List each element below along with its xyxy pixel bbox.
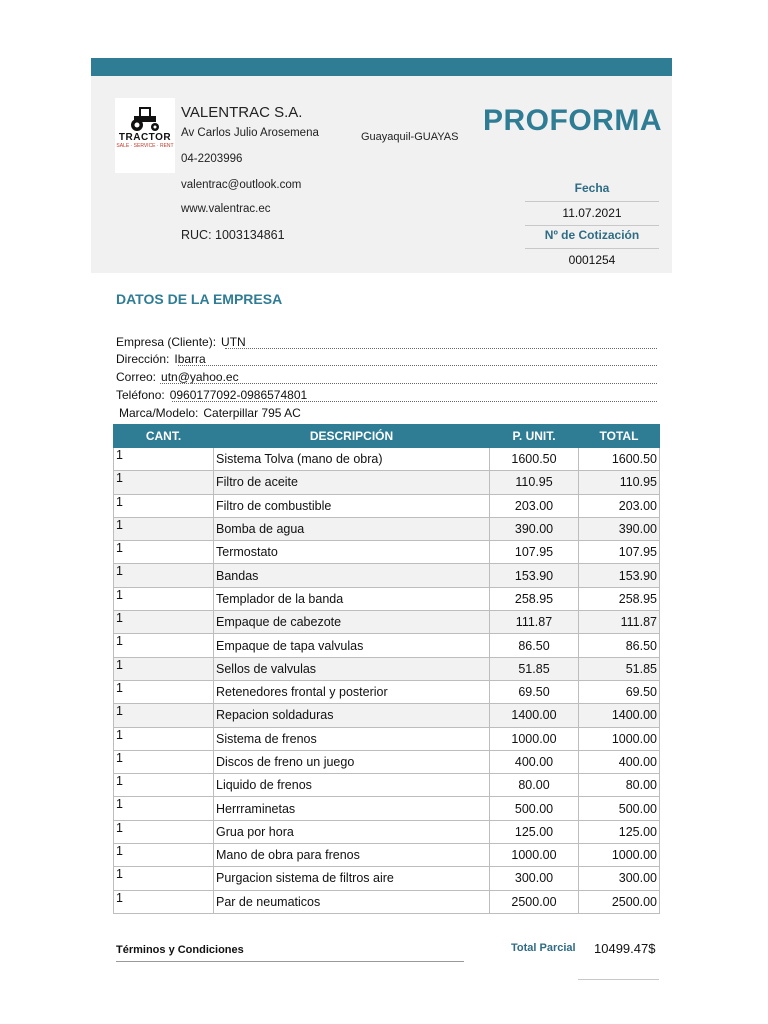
- table-row: [114, 774, 660, 797]
- divider: [578, 979, 659, 980]
- cell-unit-price: 125.00: [490, 820, 579, 843]
- table-header-row: [114, 425, 660, 448]
- client-email-label: Correo:: [116, 370, 157, 384]
- cell-unit-price: 400.00: [490, 750, 579, 773]
- table-row: [114, 587, 660, 610]
- cell-total: 500.00: [579, 797, 660, 820]
- client-address-label: Dirección:: [116, 352, 170, 366]
- cell-unit-price: 80.00: [490, 774, 579, 797]
- company-address: Av Carlos Julio Arosemena: [181, 127, 319, 139]
- subtotal-value: 10499.47$: [594, 941, 656, 956]
- cell-description: Par de neumaticos: [214, 890, 490, 913]
- cell-total: 110.95: [579, 471, 660, 494]
- client-email-value: utn@yahoo.ec: [161, 370, 239, 384]
- cell-description: Herrraminetas: [214, 797, 490, 820]
- cell-description: Filtro de aceite: [214, 471, 490, 494]
- cell-total: 1600.50: [579, 448, 660, 471]
- table-row: [114, 471, 660, 494]
- cell-total: 258.95: [579, 587, 660, 610]
- header-quantity: CANT.: [114, 425, 214, 448]
- cell-unit-price: 51.85: [490, 657, 579, 680]
- tractor-icon: [128, 106, 162, 132]
- cell-unit-price: 2500.00: [490, 890, 579, 913]
- company-ruc: RUC: 1003134861: [181, 228, 285, 242]
- cell-qty: 1: [114, 448, 214, 471]
- cell-total: 111.87: [579, 611, 660, 634]
- cell-qty: 1: [114, 587, 214, 610]
- company-name: VALENTRAC S.A.: [181, 104, 303, 121]
- cell-qty: 1: [114, 494, 214, 517]
- cell-unit-price: 86.50: [490, 634, 579, 657]
- dotted-rule: [160, 383, 657, 384]
- cell-qty: 1: [114, 564, 214, 587]
- table-row: [114, 657, 660, 680]
- cell-description: Sellos de valvulas: [214, 657, 490, 680]
- cell-total: 300.00: [579, 867, 660, 890]
- cell-total: 107.95: [579, 541, 660, 564]
- cell-total: 80.00: [579, 774, 660, 797]
- cell-description: Templador de la banda: [214, 587, 490, 610]
- client-company-line: [116, 335, 246, 349]
- cell-total: 1400.00: [579, 704, 660, 727]
- cell-description: Empaque de tapa valvulas: [214, 634, 490, 657]
- table-row: [114, 448, 660, 471]
- cell-total: 86.50: [579, 634, 660, 657]
- cell-qty: 1: [114, 541, 214, 564]
- quote-number-label: Nº de Cotización: [544, 228, 640, 242]
- cell-unit-price: 1600.50: [490, 448, 579, 471]
- top-accent-bar: [91, 58, 672, 76]
- table-row: [114, 494, 660, 517]
- cell-unit-price: 153.90: [490, 564, 579, 587]
- table-row: [114, 750, 660, 773]
- table-row: [114, 890, 660, 913]
- client-model-label: Marca/Modelo:: [119, 406, 199, 420]
- table-row: [114, 564, 660, 587]
- items-table: [113, 424, 660, 914]
- cell-qty: 1: [114, 471, 214, 494]
- date-value: 11.07.2021: [562, 206, 622, 220]
- cell-unit-price: 500.00: [490, 797, 579, 820]
- cell-total: 1000.00: [579, 844, 660, 867]
- client-phone-line: [116, 388, 307, 402]
- cell-total: 400.00: [579, 750, 660, 773]
- divider: [525, 225, 659, 226]
- quote-number-value: 0001254: [568, 253, 616, 267]
- cell-unit-price: 258.95: [490, 587, 579, 610]
- dotted-rule: [178, 365, 657, 366]
- cell-qty: 1: [114, 797, 214, 820]
- cell-qty: 1: [114, 680, 214, 703]
- cell-unit-price: 300.00: [490, 867, 579, 890]
- cell-description: Filtro de combustible: [214, 494, 490, 517]
- cell-unit-price: 1000.00: [490, 844, 579, 867]
- cell-description: Grua por hora: [214, 820, 490, 843]
- cell-total: 1000.00: [579, 727, 660, 750]
- cell-qty: 1: [114, 517, 214, 540]
- cell-description: Bandas: [214, 564, 490, 587]
- cell-unit-price: 1400.00: [490, 704, 579, 727]
- table-row: [114, 611, 660, 634]
- cell-qty: 1: [114, 867, 214, 890]
- cell-description: Retenedores frontal y posterior: [214, 680, 490, 703]
- cell-qty: 1: [114, 634, 214, 657]
- cell-unit-price: 69.50: [490, 680, 579, 703]
- table-row: [114, 820, 660, 843]
- company-phone: 04-2203996: [181, 153, 243, 165]
- table-row: [114, 517, 660, 540]
- cell-qty: 1: [114, 611, 214, 634]
- terms-label: Términos y Condiciones: [116, 944, 244, 956]
- client-company-value: UTN: [221, 335, 246, 349]
- header-description: DESCRIPCIÓN: [214, 425, 490, 448]
- cell-total: 69.50: [579, 680, 660, 703]
- table-row: [114, 797, 660, 820]
- divider: [525, 201, 659, 202]
- cell-qty: 1: [114, 890, 214, 913]
- cell-unit-price: 111.87: [490, 611, 579, 634]
- cell-description: Sistema de frenos: [214, 727, 490, 750]
- logo-brand-text: TRACTOR: [118, 132, 172, 143]
- cell-qty: 1: [114, 820, 214, 843]
- cell-total: 125.00: [579, 820, 660, 843]
- cell-unit-price: 1000.00: [490, 727, 579, 750]
- logo-subtext: SALE · SERVICE · RENT: [116, 143, 174, 149]
- cell-description: Empaque de cabezote: [214, 611, 490, 634]
- cell-qty: 1: [114, 774, 214, 797]
- date-label: Fecha: [574, 181, 610, 195]
- table-row: [114, 867, 660, 890]
- cell-description: Purgacion sistema de filtros aire: [214, 867, 490, 890]
- cell-qty: 1: [114, 750, 214, 773]
- client-model-line: [119, 406, 301, 420]
- table-row: [114, 634, 660, 657]
- divider: [525, 248, 659, 249]
- company-logo: [115, 98, 175, 173]
- client-phone-value: 0960177092-0986574801: [169, 388, 308, 402]
- client-model-value: Caterpillar 795 AC: [203, 406, 301, 420]
- cell-total: 2500.00: [579, 890, 660, 913]
- dotted-rule: [225, 348, 657, 349]
- cell-description: Sistema Tolva (mano de obra): [214, 448, 490, 471]
- table-row: [114, 844, 660, 867]
- subtotal-label: Total Parcial: [511, 942, 576, 954]
- dotted-rule: [172, 401, 657, 402]
- cell-description: Termostato: [214, 541, 490, 564]
- cell-description: Liquido de frenos: [214, 774, 490, 797]
- cell-unit-price: 203.00: [490, 494, 579, 517]
- company-email: valentrac@outlook.com: [181, 179, 302, 191]
- cell-qty: 1: [114, 727, 214, 750]
- cell-unit-price: 390.00: [490, 517, 579, 540]
- client-address-line: [116, 352, 206, 366]
- company-website: www.valentrac.ec: [181, 203, 271, 215]
- cell-description: Bomba de agua: [214, 517, 490, 540]
- client-address-value: Ibarra: [174, 352, 206, 366]
- client-company-label: Empresa (Cliente):: [116, 335, 217, 349]
- cell-qty: 1: [114, 704, 214, 727]
- cell-description: Mano de obra para frenos: [214, 844, 490, 867]
- table-row: [114, 704, 660, 727]
- client-section-title: DATOS DE LA EMPRESA: [116, 291, 283, 307]
- divider: [116, 961, 464, 962]
- table-row: [114, 727, 660, 750]
- cell-unit-price: 110.95: [490, 471, 579, 494]
- cell-description: Repacion soldaduras: [214, 704, 490, 727]
- cell-total: 203.00: [579, 494, 660, 517]
- client-phone-label: Teléfono:: [116, 388, 165, 402]
- header-unit-price: P. UNIT.: [490, 425, 579, 448]
- table-row: [114, 541, 660, 564]
- document-title: PROFORMA: [483, 104, 662, 137]
- cell-qty: 1: [114, 657, 214, 680]
- document-header: [91, 76, 672, 273]
- cell-qty: 1: [114, 844, 214, 867]
- table-row: [114, 680, 660, 703]
- cell-total: 390.00: [579, 517, 660, 540]
- cell-total: 51.85: [579, 657, 660, 680]
- company-city: Guayaquil-GUAYAS: [361, 131, 459, 143]
- client-email-line: [116, 370, 239, 384]
- header-total: TOTAL: [579, 425, 660, 448]
- cell-unit-price: 107.95: [490, 541, 579, 564]
- cell-total: 153.90: [579, 564, 660, 587]
- cell-description: Discos de freno un juego: [214, 750, 490, 773]
